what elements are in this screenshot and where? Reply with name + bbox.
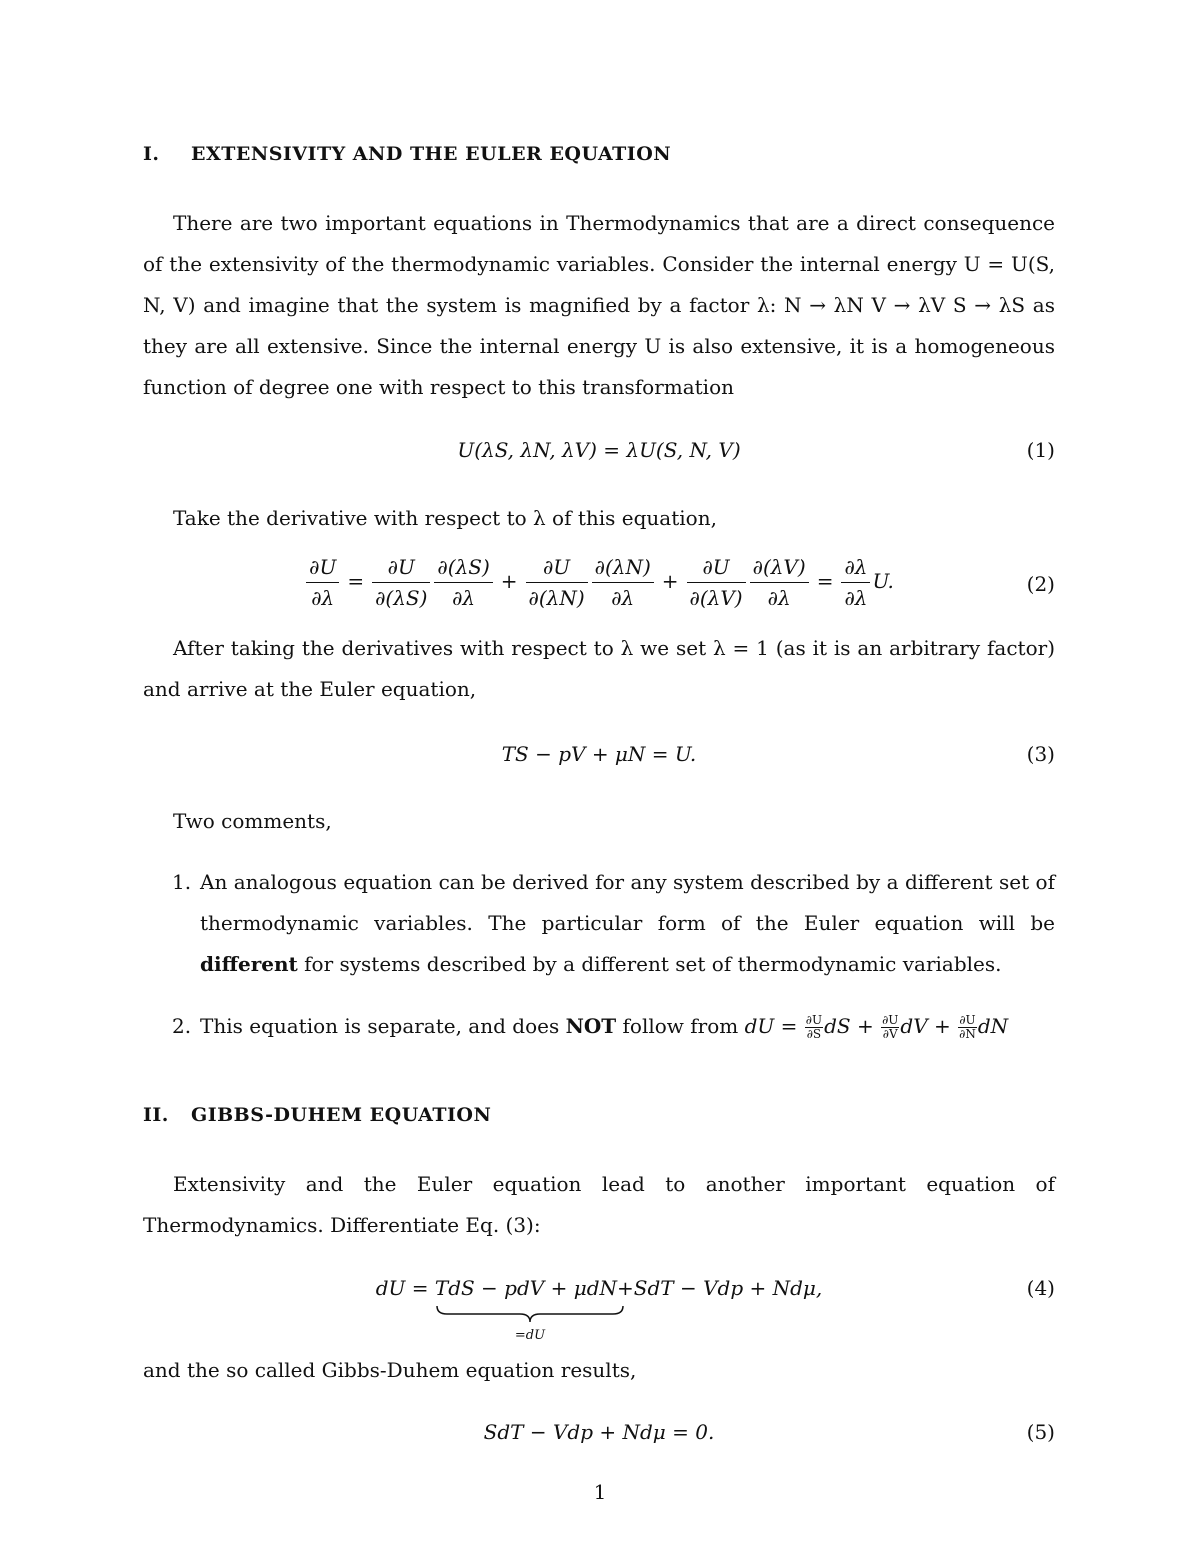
fraction: $\frac{\partial U}{\partial(\lambda S)}$ <box>372 552 430 613</box>
paragraph-derivative: Take the derivative with respect to λ of this equation, <box>173 506 717 530</box>
equation-body: $\frac{\partial U}{\partial\lambda}$ = $\frac{\partial U}{\partial(\lambda S)}$ $\frac{\partial(\lambda S)}{\partial\lambda}$ + $\frac{\partial U}{\partial(\lambda N)}$ $\frac{\partial(\lambda N)}{\partial\lambda}$ + $\frac{\partial U}{\partial(\lambda V)}$ $\frac{\partial(\lambda V)}{\partial\lambda}$ = $\frac{\partial\lambda}{\partial\lambda}$ U. <box>143 552 1055 613</box>
section-heading-2 <box>143 1104 491 1126</box>
equation-3 <box>143 738 1055 798</box>
list-marker: 1. <box>172 870 192 894</box>
equation-body: dU = TdS − pdV + μdN =dU +SdT − Vdp + Ndμ, <box>375 1276 823 1343</box>
page-number: 1 <box>593 1480 607 1504</box>
equation-body: U(λS, λN, λV) = λU(S, N, V) <box>457 438 741 462</box>
equation-body: TS − pV + μN = U. <box>501 742 697 766</box>
equation-tag: (2) <box>1026 572 1055 596</box>
paragraph-gibbs-duhem: Extensivity and the Euler equation lead to another important equation of Thermodynamics. Differentiate Eq. (3): <box>143 1172 1055 1237</box>
equation-1 <box>143 432 1055 492</box>
equation-body: SdT − Vdp + Ndμ = 0. <box>483 1420 715 1444</box>
underbrace-label: =dU <box>514 1328 546 1343</box>
underbrace-group: TdS − pdV + μdN =dU <box>435 1276 617 1300</box>
fraction: $\frac{\partial U}{\partial\lambda}$ <box>306 552 339 613</box>
equation-tag: (5) <box>1026 1420 1055 1444</box>
paragraph-comments: Two comments, <box>173 809 332 833</box>
equation-tag: (4) <box>1026 1276 1055 1300</box>
fraction: $\frac{\partial(\lambda S)}{\partial\lambda}$ <box>434 552 492 613</box>
underbrace <box>435 1304 625 1326</box>
paragraph-euler: After taking the derivatives with respect to λ we set λ = 1 (as it is an arbitrary factor) and arrive at the Euler equation, <box>143 636 1055 701</box>
paragraph-results: and the so called Gibbs-Duhem equation results, <box>143 1358 637 1382</box>
equation-tag: (1) <box>1026 438 1055 462</box>
fraction: $\frac{\partial U}{\partial(\lambda V)}$ <box>687 552 746 613</box>
list-marker: 2. <box>172 1014 192 1038</box>
fraction: $\frac{\partial\lambda}{\partial\lambda}$ <box>841 552 870 613</box>
fraction: $\frac{\partial(\lambda V)}{\partial\lambda}$ <box>750 552 809 613</box>
fraction: $\frac{\partial U}{\partial(\lambda N)}$ <box>526 552 588 613</box>
section-heading-1 <box>143 143 671 165</box>
list-item: 2. This equation is separate, and does NOT follow from dU = $\frac{\partial U}{\partial S}$ dS + $\frac{\partial U}{\partial V}$ dV + $\frac{\partial U}{\partial N}$ dN <box>172 1006 1055 1047</box>
section-title: EXTENSIVITY AND THE EULER EQUATION <box>191 143 672 165</box>
list-item: 1. An analogous equation can be derived for any system described by a different set of thermodynamic variables. The particular form of the Euler equation will be different for systems described by a different set of thermodynamic variables. <box>172 862 1055 985</box>
equation-4 <box>143 1272 1055 1342</box>
equation-2 <box>143 552 1055 622</box>
equation-5 <box>143 1416 1055 1476</box>
equation-tag: (3) <box>1026 742 1055 766</box>
section-number: II. <box>143 1104 169 1126</box>
fraction: $\frac{\partial(\lambda N)}{\partial\lambda}$ <box>592 552 654 613</box>
section-title: GIBBS-DUHEM EQUATION <box>191 1104 492 1126</box>
section-number: I. <box>143 143 160 165</box>
paragraph-extensivity: There are two important equations in Thermodynamics that are a direct consequence of the extensivity of the thermodynamic variables. Consider the internal energy U = U(S, N, V) and imagine that the system is magnified by a factor λ: N → λN V → λV S → λS as they are all extensive. Since the internal energy U is also extensive, it is a homogeneous function of degree one with respect to this transformation <box>143 211 1055 399</box>
